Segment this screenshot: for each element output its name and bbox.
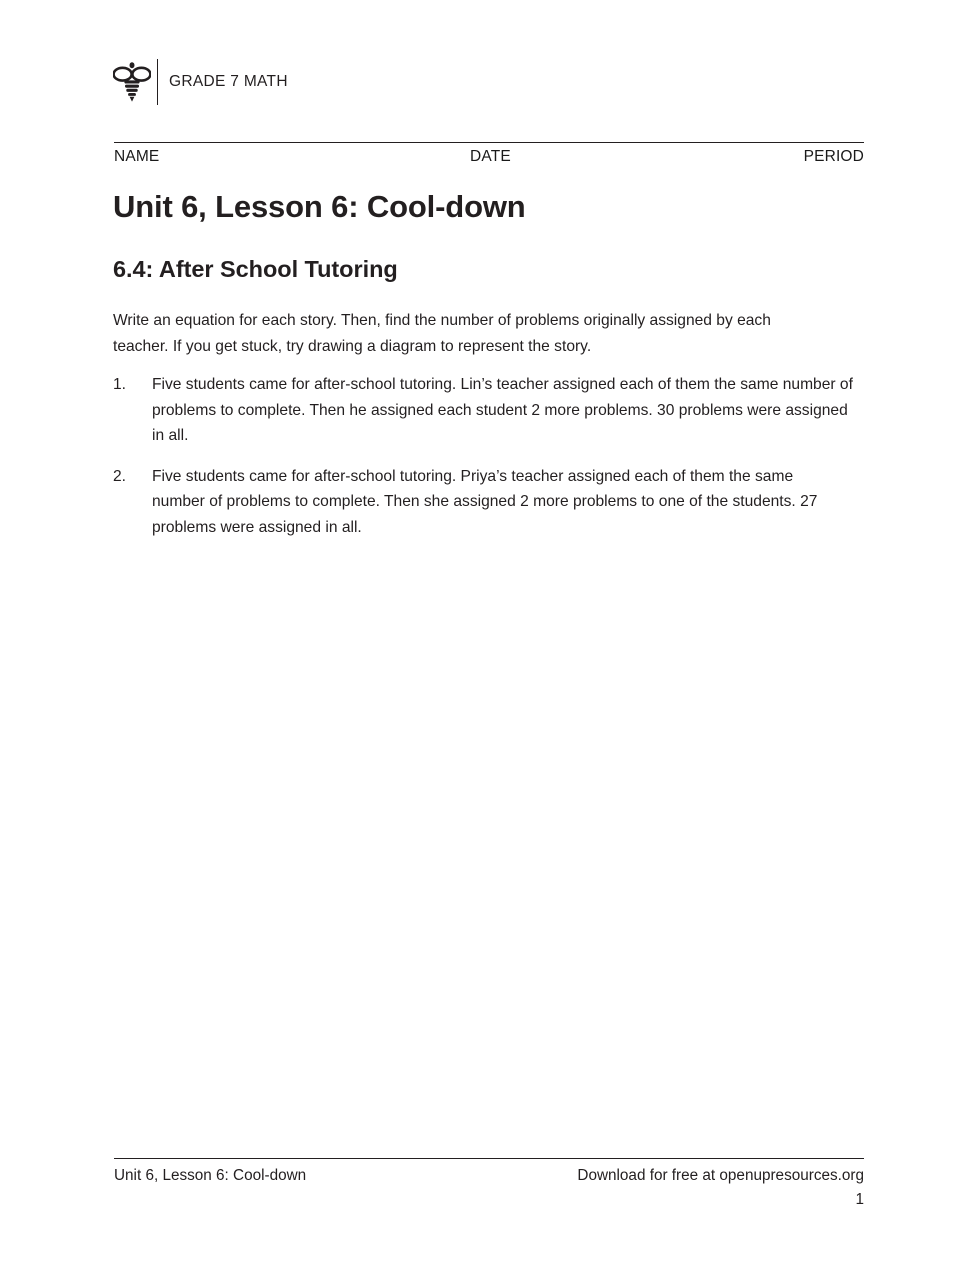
list-item-number: 1.: [113, 376, 127, 393]
period-label: PERIOD: [803, 148, 864, 165]
footer-rule: [114, 1158, 864, 1159]
student-info-row: [114, 148, 864, 170]
list-item-text: Five students came for after-school tutoring. Lin’s teacher assigned each of them the same number of problems to complete. Then he assigned each student 2 more problems. 30 problems were assigned in all.: [152, 376, 853, 444]
page-footer: [114, 1167, 864, 1211]
list-item-text: Five students came for after-school tutoring. Priya’s teacher assigned each of them the same number of problems to complete. Then she assigned 2 more problems to one of the students. 27 problems were assigned in all.: [152, 467, 818, 536]
page-subtitle: 6.4: After School Tutoring: [113, 256, 398, 282]
course-label: GRADE 7 MATH: [169, 73, 288, 90]
date-label: DATE: [470, 148, 511, 165]
header-divider: [157, 59, 158, 105]
page-number: 1: [855, 1191, 864, 1208]
info-rule: [114, 142, 864, 143]
list-item: [113, 464, 865, 541]
footer-attribution: Download for free at openupresources.org: [577, 1167, 864, 1184]
instructions-text: Write an equation for each story. Then, find the number of problems originally assigned by each teacher. If you get stuck, try drawing a diagram to represent the story.: [113, 312, 771, 355]
problem-list: [113, 372, 865, 540]
footer-lesson-label: Unit 6, Lesson 6: Cool-down: [114, 1167, 307, 1184]
bee-icon: [113, 60, 151, 104]
list-item: [113, 372, 865, 449]
brand-header: [113, 58, 288, 106]
page-title: Unit 6, Lesson 6: Cool-down: [113, 189, 526, 224]
name-label: NAME: [114, 148, 160, 165]
list-item-number: 2.: [113, 467, 127, 485]
